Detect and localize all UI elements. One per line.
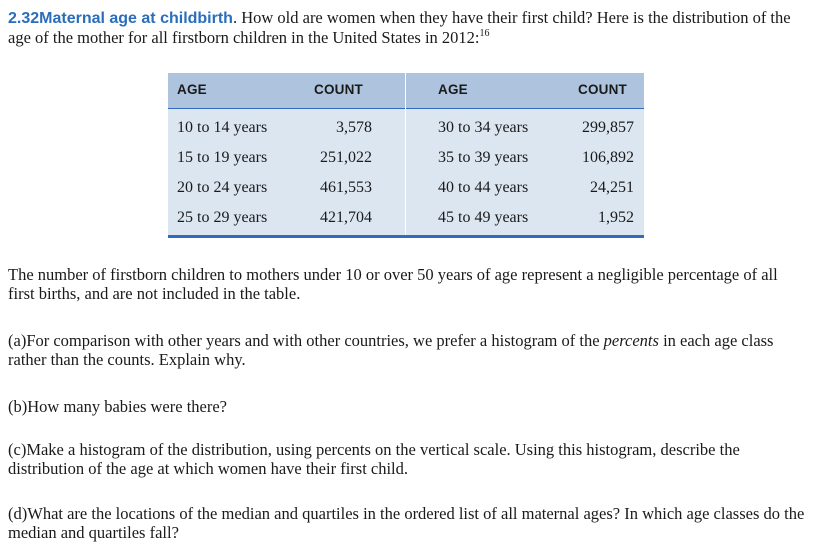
age-cell: 35 to 39 years xyxy=(438,149,529,166)
age-cell: 45 to 49 years xyxy=(438,209,529,226)
part-a-emphasis: percents xyxy=(603,331,659,350)
age-count-table xyxy=(168,73,644,238)
part-d: (d)What are the locations of the median and quartiles in the ordered list of all maternal ages? In which age classes do the median and quartiles fall? xyxy=(8,504,805,542)
count-cell: 24,251 xyxy=(590,179,634,196)
age-cell: 20 to 24 years xyxy=(177,179,268,196)
part-a xyxy=(8,331,808,369)
problem-number: 2.32 xyxy=(8,10,40,27)
footnote-marker: 16 xyxy=(479,27,490,39)
problem-intro-text: . How old are women when they have their first child? Here is the distribution of the age of the mother for all firstborn children in the United States in 2012: xyxy=(8,8,791,47)
table-header xyxy=(168,73,644,109)
age-cell: 10 to 14 years xyxy=(177,119,268,136)
problem-title: Maternal age at childbirth xyxy=(39,10,233,27)
count-cell: 3,578 xyxy=(336,119,372,136)
header-count-1: COUNT xyxy=(314,82,363,97)
table-row xyxy=(168,113,644,143)
part-c: (c)Make a histogram of the distribution, using percents on the vertical scale. Using this histogram, describe the distribution of the age at which women have their first child. xyxy=(8,440,740,478)
table-row xyxy=(168,143,644,173)
count-cell: 106,892 xyxy=(582,149,634,166)
header-age-2: AGE xyxy=(438,82,468,97)
header-count-2: COUNT xyxy=(578,82,627,97)
part-a-text-start: (a)For comparison with other years and with other countries, we prefer a histogram of the xyxy=(8,331,604,350)
header-age-1: AGE xyxy=(177,82,207,97)
count-cell: 251,022 xyxy=(320,149,372,166)
count-cell: 1,952 xyxy=(598,209,634,226)
count-cell: 421,704 xyxy=(320,209,372,226)
age-cell: 15 to 19 years xyxy=(177,149,268,166)
age-cell: 40 to 44 years xyxy=(438,179,529,196)
age-cell: 30 to 34 years xyxy=(438,119,529,136)
table-note: The number of firstborn children to mothers under 10 or over 50 years of age represent a negligible percentage of all first births, and are not included in the table. xyxy=(8,265,778,303)
table-row xyxy=(168,203,644,233)
part-a-text-end: in each age class rather than the counts. Explain why. xyxy=(8,331,774,369)
age-cell: 25 to 29 years xyxy=(177,209,268,226)
part-b: (b)How many babies were there? xyxy=(8,397,227,416)
problem-intro xyxy=(8,8,808,47)
count-cell: 461,553 xyxy=(320,179,372,196)
count-cell: 299,857 xyxy=(582,119,634,136)
table-bottom-rule xyxy=(168,235,644,238)
table-row xyxy=(168,173,644,203)
